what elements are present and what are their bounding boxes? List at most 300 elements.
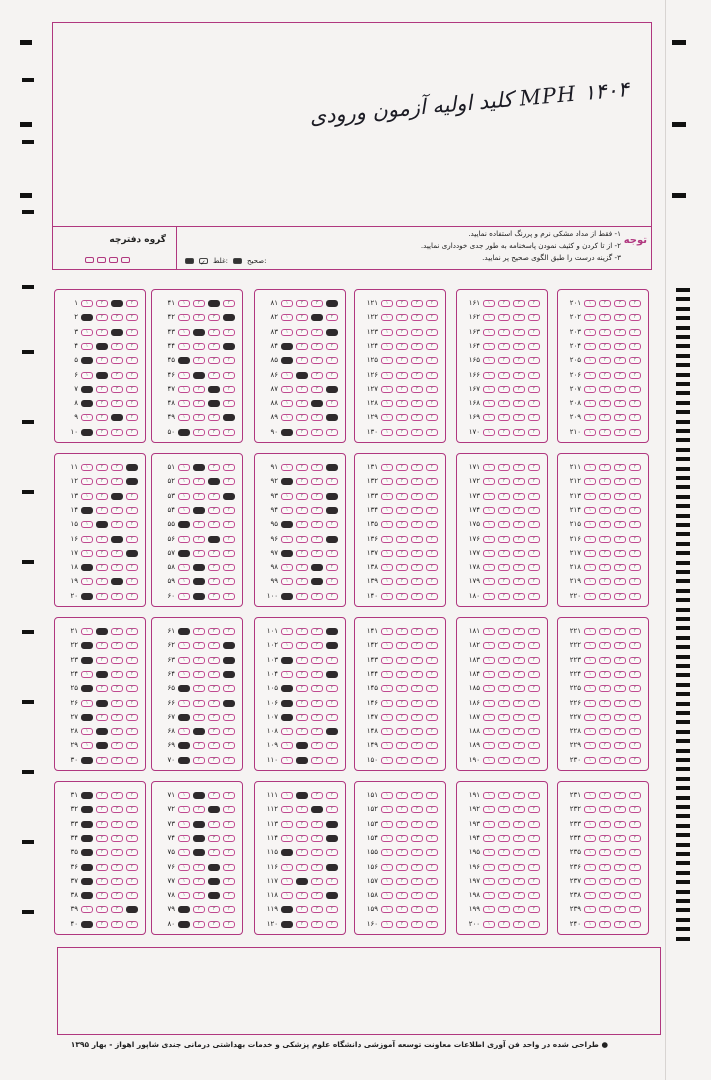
answer-bubble[interactable]: ۴: [223, 821, 235, 828]
answer-bubble[interactable]: ۳: [208, 835, 220, 842]
answer-bubble[interactable]: ۳: [208, 478, 220, 485]
answer-bubble[interactable]: ۴: [326, 806, 338, 813]
answer-bubble[interactable]: ۳: [411, 550, 423, 557]
answer-bubble[interactable]: ۳: [411, 757, 423, 764]
answer-bubble[interactable]: ۱: [381, 414, 393, 421]
answer-bubble[interactable]: ۳: [411, 728, 423, 735]
answer-bubble[interactable]: ۳: [311, 329, 323, 336]
answer-bubble[interactable]: ۲: [193, 628, 205, 635]
answer-bubble[interactable]: ۳: [111, 521, 123, 528]
answer-bubble[interactable]: ۴: [126, 564, 138, 571]
answer-bubble[interactable]: ۳: [411, 906, 423, 913]
answer-bubble[interactable]: ۱: [584, 521, 596, 528]
answer-bubble[interactable]: ۱: [281, 521, 293, 528]
answer-bubble[interactable]: ۳: [311, 821, 323, 828]
answer-bubble[interactable]: ۳: [208, 628, 220, 635]
answer-bubble[interactable]: ۱: [81, 685, 93, 692]
answer-bubble[interactable]: ۳: [311, 593, 323, 600]
answer-bubble[interactable]: ۱: [584, 657, 596, 664]
answer-bubble[interactable]: ۲: [193, 386, 205, 393]
answer-bubble[interactable]: ۱: [178, 414, 190, 421]
answer-bubble[interactable]: ۱: [178, 478, 190, 485]
answer-bubble[interactable]: ۲: [96, 657, 108, 664]
answer-bubble[interactable]: ۲: [498, 464, 510, 471]
answer-bubble[interactable]: ۱: [483, 400, 495, 407]
answer-bubble[interactable]: ۳: [411, 593, 423, 600]
answer-bubble[interactable]: ۴: [223, 792, 235, 799]
answer-bubble[interactable]: ۴: [126, 657, 138, 664]
answer-bubble[interactable]: ۳: [111, 493, 123, 500]
answer-bubble[interactable]: ۴: [326, 642, 338, 649]
answer-bubble[interactable]: ۲: [193, 821, 205, 828]
answer-bubble[interactable]: ۲: [96, 806, 108, 813]
answer-bubble[interactable]: ۱: [584, 550, 596, 557]
answer-bubble[interactable]: ۳: [208, 742, 220, 749]
answer-bubble[interactable]: ۴: [629, 671, 641, 678]
answer-bubble[interactable]: ۳: [411, 400, 423, 407]
answer-bubble[interactable]: ۴: [223, 642, 235, 649]
answer-bubble[interactable]: ۴: [528, 343, 540, 350]
answer-bubble[interactable]: ۱: [381, 343, 393, 350]
answer-bubble[interactable]: ۳: [111, 593, 123, 600]
answer-bubble[interactable]: ۲: [96, 536, 108, 543]
answer-bubble[interactable]: ۴: [126, 892, 138, 899]
answer-bubble[interactable]: ۲: [296, 372, 308, 379]
answer-bubble[interactable]: ۲: [296, 906, 308, 913]
answer-bubble[interactable]: ۴: [326, 849, 338, 856]
answer-bubble[interactable]: ۲: [498, 657, 510, 664]
answer-bubble[interactable]: ۴: [426, 892, 438, 899]
answer-bubble[interactable]: ۳: [111, 806, 123, 813]
answer-bubble[interactable]: ۱: [81, 835, 93, 842]
answer-bubble[interactable]: ۱: [178, 685, 190, 692]
answer-bubble[interactable]: ۳: [311, 671, 323, 678]
answer-bubble[interactable]: ۲: [599, 849, 611, 856]
answer-bubble[interactable]: ۴: [528, 507, 540, 514]
answer-bubble[interactable]: ۲: [193, 343, 205, 350]
answer-bubble[interactable]: ۳: [111, 685, 123, 692]
answer-bubble[interactable]: ۴: [126, 878, 138, 885]
answer-bubble[interactable]: ۴: [126, 478, 138, 485]
answer-bubble[interactable]: ۳: [311, 372, 323, 379]
answer-bubble[interactable]: ۲: [296, 300, 308, 307]
answer-bubble[interactable]: ۱: [584, 642, 596, 649]
answer-bubble[interactable]: ۲: [599, 714, 611, 721]
answer-bubble[interactable]: ۴: [629, 892, 641, 899]
answer-bubble[interactable]: ۲: [599, 357, 611, 364]
answer-bubble[interactable]: ۴: [528, 464, 540, 471]
answer-bubble[interactable]: ۲: [96, 357, 108, 364]
answer-bubble[interactable]: ۴: [629, 792, 641, 799]
answer-bubble[interactable]: ۲: [296, 728, 308, 735]
answer-bubble[interactable]: ۲: [296, 343, 308, 350]
answer-bubble[interactable]: ۱: [381, 728, 393, 735]
answer-bubble[interactable]: ۳: [208, 521, 220, 528]
answer-bubble[interactable]: ۲: [599, 835, 611, 842]
answer-bubble[interactable]: ۴: [426, 806, 438, 813]
answer-bubble[interactable]: ۳: [208, 578, 220, 585]
answer-bubble[interactable]: ۳: [513, 728, 525, 735]
answer-bubble[interactable]: ۱: [281, 892, 293, 899]
answer-bubble[interactable]: ۳: [513, 642, 525, 649]
answer-bubble[interactable]: ۳: [208, 400, 220, 407]
answer-bubble[interactable]: ۳: [513, 464, 525, 471]
answer-bubble[interactable]: ۳: [513, 550, 525, 557]
answer-bubble[interactable]: ۲: [193, 700, 205, 707]
answer-bubble[interactable]: ۳: [614, 728, 626, 735]
answer-bubble[interactable]: ۳: [513, 521, 525, 528]
answer-bubble[interactable]: ۴: [223, 742, 235, 749]
answer-bubble[interactable]: ۴: [629, 464, 641, 471]
answer-bubble[interactable]: ۲: [498, 671, 510, 678]
answer-bubble[interactable]: ۱: [81, 671, 93, 678]
answer-bubble[interactable]: ۳: [513, 757, 525, 764]
answer-bubble[interactable]: ۳: [311, 357, 323, 364]
answer-bubble[interactable]: ۳: [111, 357, 123, 364]
answer-bubble[interactable]: ۴: [629, 521, 641, 528]
answer-bubble[interactable]: ۴: [326, 536, 338, 543]
answer-bubble[interactable]: ۲: [296, 628, 308, 635]
answer-bubble[interactable]: ۱: [281, 700, 293, 707]
answer-bubble[interactable]: ۳: [111, 849, 123, 856]
answer-bubble[interactable]: ۳: [208, 806, 220, 813]
answer-bubble[interactable]: ۲: [193, 429, 205, 436]
answer-bubble[interactable]: ۱: [584, 728, 596, 735]
answer-bubble[interactable]: ۴: [326, 521, 338, 528]
answer-bubble[interactable]: ۳: [208, 878, 220, 885]
answer-bubble[interactable]: ۳: [513, 493, 525, 500]
answer-bubble[interactable]: ۳: [513, 414, 525, 421]
answer-bubble[interactable]: ۴: [629, 700, 641, 707]
answer-bubble[interactable]: ۳: [208, 864, 220, 871]
answer-bubble[interactable]: ۴: [223, 300, 235, 307]
answer-bubble[interactable]: ۱: [483, 757, 495, 764]
answer-bubble[interactable]: ۴: [326, 493, 338, 500]
answer-bubble[interactable]: ۱: [178, 536, 190, 543]
answer-bubble[interactable]: ۱: [483, 372, 495, 379]
answer-bubble[interactable]: ۲: [96, 550, 108, 557]
answer-bubble[interactable]: ۲: [96, 892, 108, 899]
answer-bubble[interactable]: ۲: [193, 564, 205, 571]
answer-bubble[interactable]: ۴: [528, 671, 540, 678]
answer-bubble[interactable]: ۴: [326, 400, 338, 407]
answer-bubble[interactable]: ۴: [126, 429, 138, 436]
answer-bubble[interactable]: ۲: [599, 550, 611, 557]
answer-bubble[interactable]: ۱: [381, 714, 393, 721]
answer-bubble[interactable]: ۱: [381, 878, 393, 885]
answer-bubble[interactable]: ۲: [296, 878, 308, 885]
answer-bubble[interactable]: ۴: [426, 343, 438, 350]
answer-bubble[interactable]: ۲: [599, 921, 611, 928]
answer-bubble[interactable]: ۱: [178, 372, 190, 379]
answer-bubble[interactable]: ۳: [411, 892, 423, 899]
answer-bubble[interactable]: ۲: [96, 564, 108, 571]
answer-bubble[interactable]: ۴: [426, 507, 438, 514]
answer-bubble[interactable]: ۳: [311, 906, 323, 913]
answer-bubble[interactable]: ۱: [584, 386, 596, 393]
answer-bubble[interactable]: ۴: [223, 564, 235, 571]
answer-bubble[interactable]: ۱: [281, 414, 293, 421]
booklet-group-bubbles[interactable]: [85, 257, 130, 263]
answer-bubble[interactable]: ۲: [396, 806, 408, 813]
answer-bubble[interactable]: ۳: [311, 892, 323, 899]
answer-bubble[interactable]: ۱: [483, 414, 495, 421]
answer-bubble[interactable]: ۴: [126, 536, 138, 543]
answer-bubble[interactable]: ۳: [614, 821, 626, 828]
answer-bubble[interactable]: ۱: [281, 742, 293, 749]
answer-bubble[interactable]: ۲: [396, 329, 408, 336]
answer-bubble[interactable]: ۲: [96, 429, 108, 436]
answer-bubble[interactable]: ۱: [483, 921, 495, 928]
answer-bubble[interactable]: ۳: [614, 792, 626, 799]
answer-bubble[interactable]: ۱: [178, 642, 190, 649]
answer-bubble[interactable]: ۳: [208, 593, 220, 600]
answer-bubble[interactable]: ۲: [193, 728, 205, 735]
answer-bubble[interactable]: ۴: [528, 493, 540, 500]
answer-bubble[interactable]: ۴: [426, 757, 438, 764]
answer-bubble[interactable]: ۳: [208, 372, 220, 379]
answer-bubble[interactable]: ۳: [311, 507, 323, 514]
answer-bubble[interactable]: ۱: [483, 821, 495, 828]
answer-bubble[interactable]: ۴: [126, 464, 138, 471]
answer-bubble[interactable]: ۳: [411, 878, 423, 885]
answer-bubble[interactable]: ۱: [178, 521, 190, 528]
answer-bubble[interactable]: ۱: [81, 507, 93, 514]
answer-bubble[interactable]: ۱: [81, 714, 93, 721]
answer-bubble[interactable]: ۱: [178, 329, 190, 336]
answer-bubble[interactable]: ۲: [396, 300, 408, 307]
answer-bubble[interactable]: ۱: [281, 685, 293, 692]
answer-bubble[interactable]: ۲: [296, 314, 308, 321]
answer-bubble[interactable]: ۴: [326, 821, 338, 828]
answer-bubble[interactable]: ۳: [411, 700, 423, 707]
answer-bubble[interactable]: ۱: [281, 357, 293, 364]
answer-bubble[interactable]: ۴: [528, 564, 540, 571]
answer-bubble[interactable]: ۱: [281, 849, 293, 856]
answer-bubble[interactable]: ۴: [126, 821, 138, 828]
answer-bubble[interactable]: ۳: [111, 550, 123, 557]
answer-bubble[interactable]: ۱: [281, 921, 293, 928]
answer-bubble[interactable]: ۳: [111, 892, 123, 899]
answer-bubble[interactable]: ۳: [513, 892, 525, 899]
answer-bubble[interactable]: ۲: [498, 742, 510, 749]
answer-bubble[interactable]: ۴: [223, 685, 235, 692]
answer-bubble[interactable]: ۲: [193, 757, 205, 764]
answer-bubble[interactable]: ۱: [483, 728, 495, 735]
answer-bubble[interactable]: ۳: [411, 792, 423, 799]
answer-bubble[interactable]: ۱: [178, 314, 190, 321]
answer-bubble[interactable]: ۴: [629, 507, 641, 514]
answer-bubble[interactable]: ۴: [126, 806, 138, 813]
answer-bubble[interactable]: ۴: [528, 357, 540, 364]
answer-bubble[interactable]: ۴: [126, 343, 138, 350]
answer-bubble[interactable]: ۲: [396, 714, 408, 721]
answer-bubble[interactable]: ۱: [81, 657, 93, 664]
answer-bubble[interactable]: ۲: [498, 314, 510, 321]
answer-bubble[interactable]: ۴: [326, 878, 338, 885]
answer-bubble[interactable]: ۲: [396, 892, 408, 899]
answer-bubble[interactable]: ۴: [528, 849, 540, 856]
answer-bubble[interactable]: ۱: [483, 593, 495, 600]
answer-bubble[interactable]: ۴: [629, 921, 641, 928]
answer-bubble[interactable]: ۲: [296, 386, 308, 393]
answer-bubble[interactable]: ۲: [599, 386, 611, 393]
answer-bubble[interactable]: ۲: [498, 493, 510, 500]
answer-bubble[interactable]: ۴: [223, 835, 235, 842]
answer-bubble[interactable]: ۲: [96, 714, 108, 721]
answer-bubble[interactable]: ۱: [483, 478, 495, 485]
answer-bubble[interactable]: ۱: [178, 464, 190, 471]
answer-bubble[interactable]: ۳: [411, 429, 423, 436]
answer-bubble[interactable]: ۴: [528, 329, 540, 336]
answer-bubble[interactable]: ۲: [193, 578, 205, 585]
answer-bubble[interactable]: ۳: [311, 536, 323, 543]
answer-bubble[interactable]: ۲: [396, 757, 408, 764]
answer-bubble[interactable]: ۲: [498, 343, 510, 350]
answer-bubble[interactable]: ۳: [311, 835, 323, 842]
answer-bubble[interactable]: ۳: [513, 700, 525, 707]
answer-bubble[interactable]: ۲: [96, 821, 108, 828]
answer-bubble[interactable]: ۳: [111, 642, 123, 649]
answer-bubble[interactable]: ۲: [193, 878, 205, 885]
answer-bubble[interactable]: ۱: [381, 892, 393, 899]
answer-bubble[interactable]: ۱: [381, 671, 393, 678]
answer-bubble[interactable]: ۳: [614, 700, 626, 707]
answer-bubble[interactable]: ۱: [483, 671, 495, 678]
answer-bubble[interactable]: ۱: [483, 329, 495, 336]
answer-bubble[interactable]: ۲: [96, 906, 108, 913]
answer-bubble[interactable]: ۲: [498, 372, 510, 379]
answer-bubble[interactable]: ۳: [614, 657, 626, 664]
answer-bubble[interactable]: ۲: [296, 864, 308, 871]
answer-bubble[interactable]: ۲: [396, 414, 408, 421]
answer-bubble[interactable]: ۴: [629, 564, 641, 571]
answer-bubble[interactable]: ۳: [513, 343, 525, 350]
answer-bubble[interactable]: ۳: [513, 671, 525, 678]
answer-bubble[interactable]: ۱: [81, 400, 93, 407]
answer-bubble[interactable]: ۲: [396, 821, 408, 828]
answer-bubble[interactable]: ۲: [193, 835, 205, 842]
answer-bubble[interactable]: ۴: [528, 906, 540, 913]
answer-bubble[interactable]: ۳: [311, 806, 323, 813]
answer-bubble[interactable]: ۳: [111, 372, 123, 379]
answer-bubble[interactable]: ۳: [411, 628, 423, 635]
answer-bubble[interactable]: ۳: [111, 728, 123, 735]
answer-bubble[interactable]: ۴: [223, 536, 235, 543]
answer-bubble[interactable]: ۲: [193, 329, 205, 336]
answer-bubble[interactable]: ۱: [81, 921, 93, 928]
answer-bubble[interactable]: ۱: [584, 849, 596, 856]
answer-bubble[interactable]: ۳: [614, 386, 626, 393]
answer-bubble[interactable]: ۴: [426, 642, 438, 649]
answer-bubble[interactable]: ۱: [584, 921, 596, 928]
answer-bubble[interactable]: ۲: [498, 429, 510, 436]
answer-bubble[interactable]: ۱: [584, 714, 596, 721]
answer-bubble[interactable]: ۳: [411, 671, 423, 678]
answer-bubble[interactable]: ۴: [223, 464, 235, 471]
answer-bubble[interactable]: ۴: [223, 657, 235, 664]
answer-bubble[interactable]: ۴: [223, 429, 235, 436]
answer-bubble[interactable]: ۴: [326, 314, 338, 321]
answer-bubble[interactable]: ۱: [483, 536, 495, 543]
answer-bubble[interactable]: ۴: [326, 685, 338, 692]
answer-bubble[interactable]: ۲: [498, 300, 510, 307]
answer-bubble[interactable]: ۲: [498, 700, 510, 707]
answer-bubble[interactable]: ۴: [629, 835, 641, 842]
answer-bubble[interactable]: ۴: [223, 550, 235, 557]
answer-bubble[interactable]: ۱: [381, 357, 393, 364]
answer-bubble[interactable]: ۱: [81, 357, 93, 364]
answer-bubble[interactable]: ۱: [81, 343, 93, 350]
answer-bubble[interactable]: ۱: [584, 507, 596, 514]
answer-bubble[interactable]: ۴: [126, 921, 138, 928]
answer-bubble[interactable]: ۴: [326, 564, 338, 571]
answer-bubble[interactable]: ۴: [223, 507, 235, 514]
answer-bubble[interactable]: ۱: [483, 700, 495, 707]
answer-bubble[interactable]: ۴: [223, 414, 235, 421]
answer-bubble[interactable]: ۴: [629, 550, 641, 557]
answer-bubble[interactable]: ۱: [178, 742, 190, 749]
answer-bubble[interactable]: ۲: [498, 357, 510, 364]
answer-bubble[interactable]: ۲: [599, 728, 611, 735]
answer-bubble[interactable]: ۳: [614, 478, 626, 485]
answer-bubble[interactable]: ۲: [296, 700, 308, 707]
answer-bubble[interactable]: ۱: [178, 578, 190, 585]
answer-bubble[interactable]: ۱: [381, 642, 393, 649]
answer-bubble[interactable]: ۳: [614, 300, 626, 307]
answer-bubble[interactable]: ۳: [513, 478, 525, 485]
answer-bubble[interactable]: ۴: [426, 578, 438, 585]
answer-bubble[interactable]: ۴: [426, 835, 438, 842]
answer-bubble[interactable]: ۱: [281, 628, 293, 635]
answer-bubble[interactable]: ۱: [81, 414, 93, 421]
answer-bubble[interactable]: ۲: [498, 864, 510, 871]
answer-bubble[interactable]: ۴: [528, 657, 540, 664]
answer-bubble[interactable]: ۱: [584, 578, 596, 585]
answer-bubble[interactable]: ۱: [178, 757, 190, 764]
answer-bubble[interactable]: ۱: [81, 821, 93, 828]
answer-bubble[interactable]: ۴: [126, 906, 138, 913]
answer-bubble[interactable]: ۲: [498, 906, 510, 913]
answer-bubble[interactable]: ۱: [584, 414, 596, 421]
answer-bubble[interactable]: ۳: [614, 593, 626, 600]
answer-bubble[interactable]: ۳: [614, 628, 626, 635]
answer-bubble[interactable]: ۱: [81, 906, 93, 913]
answer-bubble[interactable]: ۳: [614, 343, 626, 350]
answer-bubble[interactable]: ۳: [411, 521, 423, 528]
answer-bubble[interactable]: ۳: [411, 578, 423, 585]
answer-bubble[interactable]: ۱: [483, 714, 495, 721]
answer-bubble[interactable]: ۲: [296, 806, 308, 813]
answer-bubble[interactable]: ۴: [528, 714, 540, 721]
answer-bubble[interactable]: ۳: [208, 507, 220, 514]
answer-bubble[interactable]: ۱: [281, 536, 293, 543]
answer-bubble[interactable]: ۴: [426, 357, 438, 364]
answer-bubble[interactable]: ۴: [629, 343, 641, 350]
answer-bubble[interactable]: ۱: [178, 921, 190, 928]
answer-bubble[interactable]: ۱: [483, 792, 495, 799]
answer-bubble[interactable]: ۱: [381, 757, 393, 764]
answer-bubble[interactable]: ۲: [296, 685, 308, 692]
answer-bubble[interactable]: ۱: [483, 357, 495, 364]
answer-bubble[interactable]: ۴: [528, 429, 540, 436]
answer-bubble[interactable]: ۴: [326, 550, 338, 557]
answer-bubble[interactable]: ۲: [396, 849, 408, 856]
answer-bubble[interactable]: ۱: [178, 714, 190, 721]
answer-bubble[interactable]: ۳: [208, 906, 220, 913]
answer-bubble[interactable]: ۱: [584, 300, 596, 307]
answer-bubble[interactable]: ۴: [326, 507, 338, 514]
